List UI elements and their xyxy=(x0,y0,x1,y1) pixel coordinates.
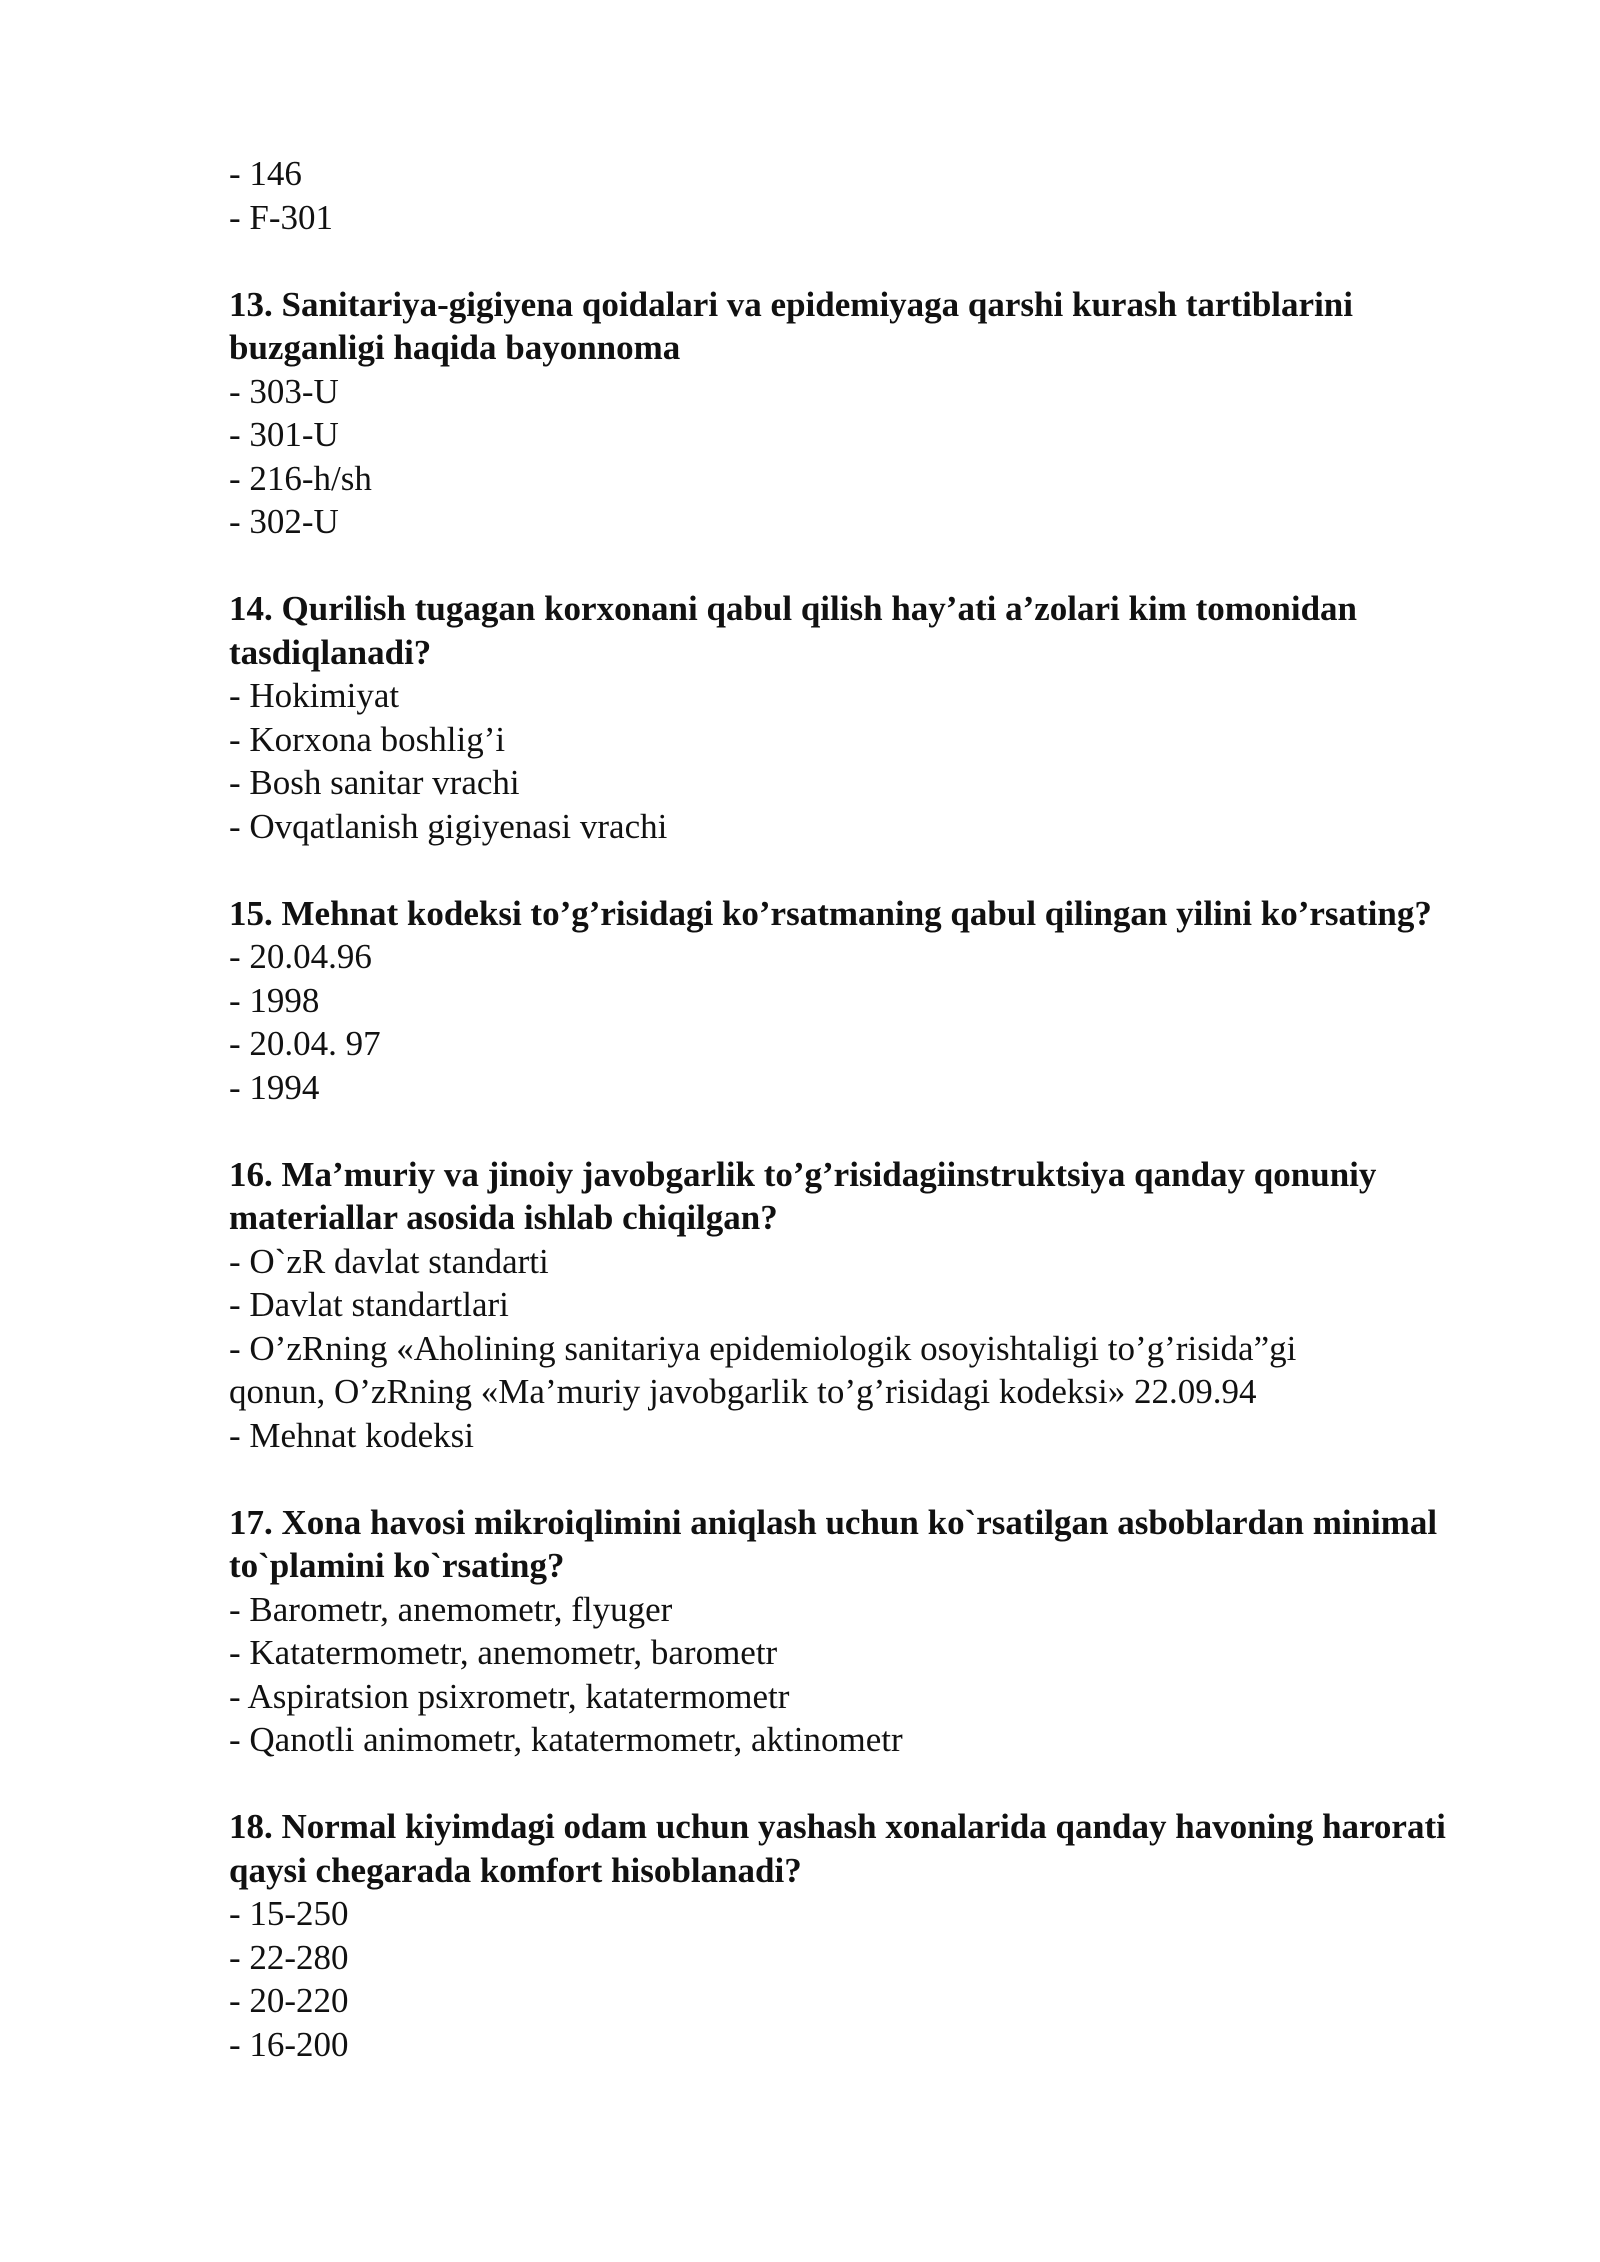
question-18 xyxy=(229,1805,1479,2066)
question-text: 15. Mehnat kodeksi to’g’risidagi ko’rsatmaning qabul qilingan yilini ko’rsating? xyxy=(229,893,1432,933)
option-line: - 1994 xyxy=(229,1067,320,1107)
option-line: - Ovqatlanish gigiyenasi vrachi xyxy=(229,806,668,846)
option-line: - 20.04. 97 xyxy=(229,1024,381,1063)
question-14 xyxy=(229,587,1479,848)
leading-options xyxy=(229,152,1479,239)
option-line: - 22-280 xyxy=(229,1937,349,1977)
option-line: - Bosh sanitar vrachi xyxy=(229,763,520,802)
question-options xyxy=(229,1588,1479,1762)
question-options xyxy=(229,370,1479,544)
option-line: - Hokimiyat xyxy=(229,676,400,715)
option-line: - 16-200 xyxy=(229,2024,349,2064)
question-17 xyxy=(229,1501,1479,1762)
option-line: - 302-U xyxy=(229,502,339,541)
option-line: - Aspiratsion psixrometr, katatermometr xyxy=(229,1676,790,1716)
question-options xyxy=(229,1240,1479,1458)
question-options xyxy=(229,935,1479,1109)
option-line: - Mehnat kodeksi xyxy=(229,1415,474,1455)
question-text: 14. Qurilish tugagan korxonani qabul qilish hay’ati a’zolari kim tomonidan tasdiqlanadi? xyxy=(229,589,1358,672)
option-line: - F-301 xyxy=(229,197,334,237)
question-15 xyxy=(229,892,1479,1110)
question-options xyxy=(229,1892,1479,2066)
question-text: 16. Ma’muriy va jinoiy javobgarlik to’g’risidagiinstruktsiya qanday qonuniy materiallar asosida ishlab chiqilgan? xyxy=(229,1154,1377,1237)
question-text: 17. Xona havosi mikroiqlimini aniqlash uchun ko`rsatilgan asboblardan minimal to`plamini ko`rsating? xyxy=(229,1502,1438,1585)
option-line: - Davlat standartlari xyxy=(229,1285,509,1324)
option-line: - 216-h/sh xyxy=(229,458,372,498)
option-line: - Barometr, anemometr, flyuger xyxy=(229,1589,673,1629)
option-line: qonun, O’zRning «Ma’muriy javobgarlik to’g’risidagi kodeksi» 22.09.94 xyxy=(229,1372,1257,1411)
option-line: - Korxona boshlig’i xyxy=(229,719,506,759)
option-line: - 15-250 xyxy=(229,1894,349,1933)
option-line: - 1998 xyxy=(229,980,320,1020)
option-line: - 303-U xyxy=(229,371,339,411)
option-line: - 146 xyxy=(229,154,302,193)
option-line: - Qanotli animometr, katatermometr, aktinometr xyxy=(229,1720,903,1759)
option-line: - 20-220 xyxy=(229,1981,349,2020)
question-text: 13. Sanitariya-gigiyena qoidalari va epidemiyaga qarshi kurash tartiblarini buzganligi haqida bayonnoma xyxy=(229,284,1353,367)
document-body xyxy=(229,152,1479,2066)
option-line: - O’zRning «Aholining sanitariya epidemiologik osoyishtaligi to’g’risida”gi xyxy=(229,1328,1297,1368)
option-line: - Katatermometr, anemometr, barometr xyxy=(229,1633,778,1672)
option-line: - O`zR davlat standarti xyxy=(229,1241,549,1281)
option-line: - 20.04.96 xyxy=(229,937,372,976)
question-13 xyxy=(229,283,1479,544)
option-line: - 301-U xyxy=(229,415,339,454)
question-text: 18. Normal kiyimdagi odam uchun yashash xonalarida qanday havoning harorati qaysi chegarada komfort hisoblanadi? xyxy=(229,1807,1446,1890)
question-options xyxy=(229,674,1479,848)
question-16 xyxy=(229,1153,1479,1458)
